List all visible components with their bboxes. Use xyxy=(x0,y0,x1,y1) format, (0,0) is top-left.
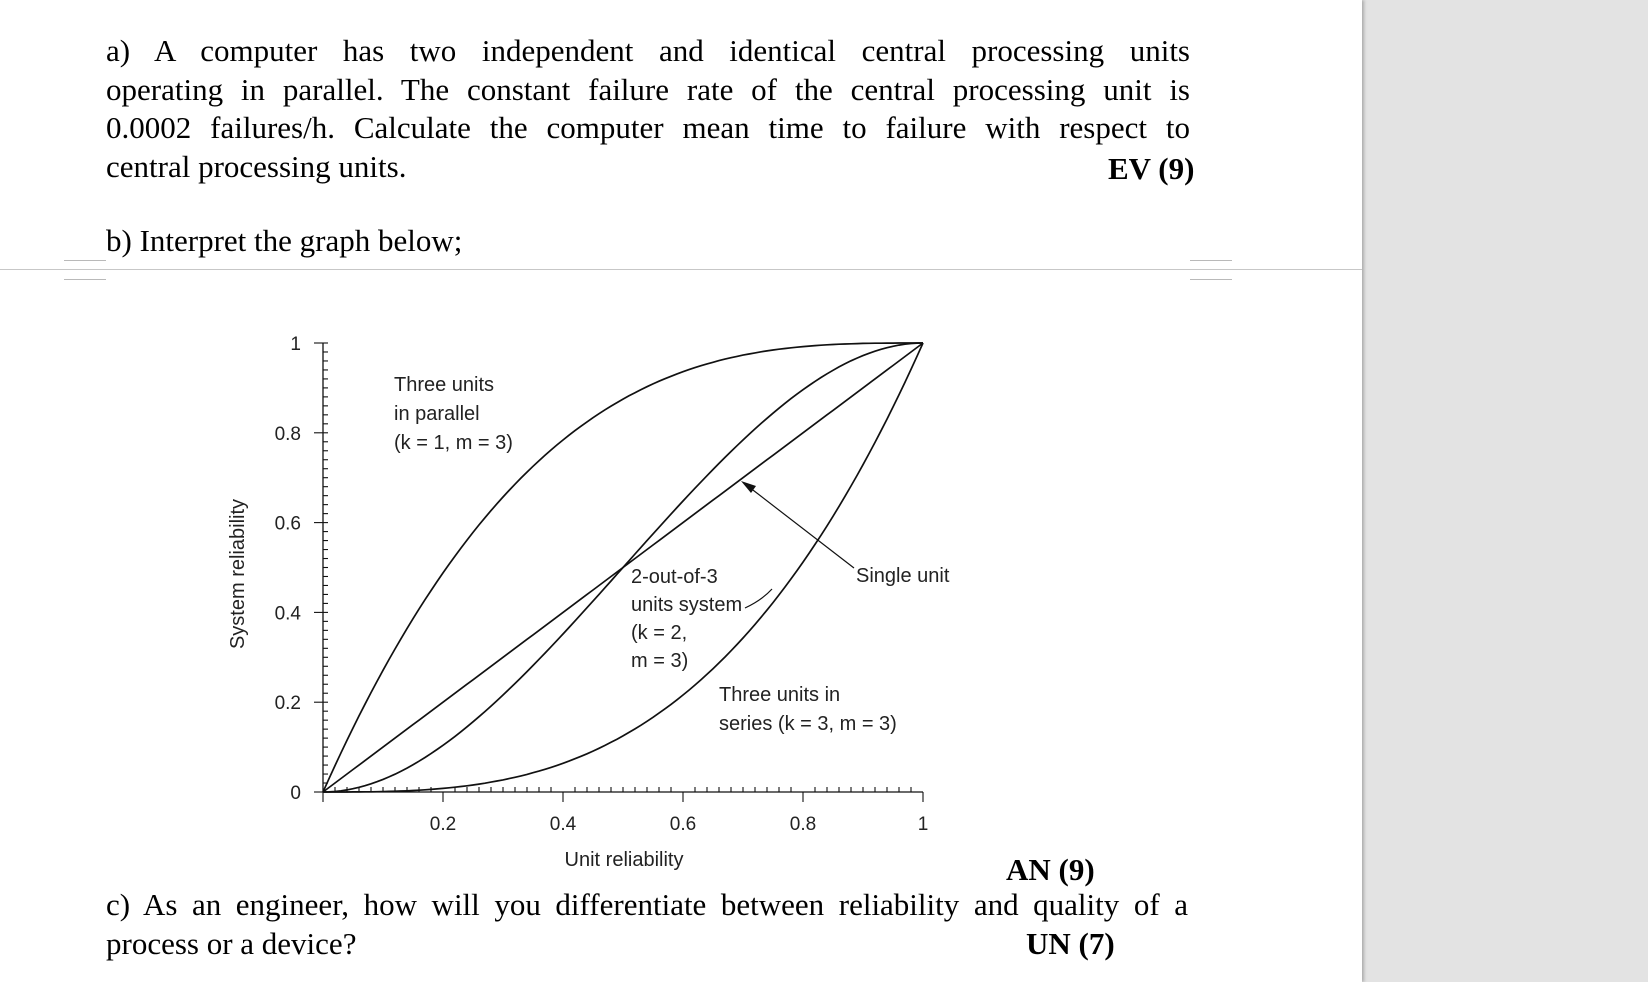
question-a-mark: EV (9) xyxy=(1108,151,1195,186)
label-three-parallel: in parallel xyxy=(394,403,480,425)
x-tick-label: 0.8 xyxy=(789,814,817,835)
question-a-line-4: central processing units. xyxy=(106,148,407,184)
question-c-mark: UN (7) xyxy=(1026,926,1115,961)
y-tick-label: 0 xyxy=(290,783,301,804)
label-two-of-three: (k = 2, xyxy=(631,622,688,644)
x-axis-label: Unit reliability xyxy=(564,849,684,871)
question-a-line-3: 0.0002 failures/h. Calculate the computer mean time to failure with respect to xyxy=(106,110,1190,145)
question-b-mark: AN (9) xyxy=(1006,852,1095,887)
y-tick-label: 0.4 xyxy=(274,603,301,625)
label-three-series: Three units in xyxy=(719,684,841,706)
y-tick-label: 1 xyxy=(290,334,301,355)
label-single-unit: Single unit xyxy=(856,565,950,587)
question-a-line-1: a) A computer has two independent and identical central processing units xyxy=(106,33,1190,68)
label-two-of-three: 2-out-of-3 xyxy=(631,566,718,588)
label-three-series: series (k = 3, m = 3) xyxy=(719,713,897,735)
y-tick-label: 0.6 xyxy=(274,513,301,535)
x-tick-label: 0.2 xyxy=(429,814,457,835)
label-three-parallel: (k = 1, m = 3) xyxy=(394,432,513,454)
graph-annotations xyxy=(394,374,950,735)
label-three-parallel: Three units xyxy=(394,374,495,396)
two-of-three-leader-line xyxy=(745,589,772,608)
question-c-line-2: process or a device? xyxy=(106,925,357,961)
x-tick-label: 0.6 xyxy=(669,814,697,835)
question-c-line-1: c) As an engineer, how will you differentiate between reliability and quality of a xyxy=(106,887,1188,922)
question-a-line-2: operating in parallel. The constant failure rate of the central processing unit is xyxy=(106,71,1190,107)
question-b-text: b) Interpret the graph below; xyxy=(106,223,463,258)
single-unit-leader-line xyxy=(749,487,854,568)
x-tick-label: 0.4 xyxy=(549,814,577,835)
label-two-of-three: m = 3) xyxy=(631,650,689,672)
x-tick-label: 1 xyxy=(917,814,929,835)
y-tick-label: 0.8 xyxy=(274,423,301,445)
y-axis-label: System reliability xyxy=(227,498,249,650)
y-tick-label: 0.2 xyxy=(274,693,301,715)
label-two-of-three: units system xyxy=(631,594,743,616)
